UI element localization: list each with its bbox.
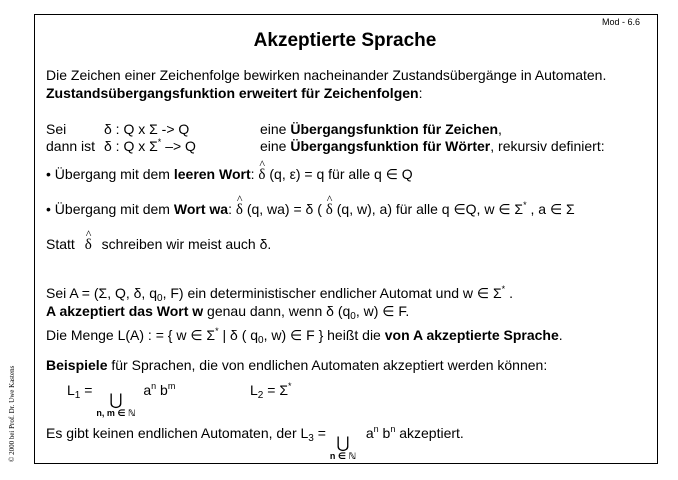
union-icon: ⋃ — [336, 435, 350, 452]
def-dann-ist: dann ist — [46, 138, 96, 154]
bullet1-colon: : — [250, 166, 255, 182]
ending-a: a — [365, 425, 374, 441]
automat3-end: . — [558, 327, 563, 343]
beispiele-text: für Sprachen, die von endlichen Automaten akzeptiert werden können: — [107, 357, 548, 373]
l1-b: b — [156, 382, 168, 398]
sigma-star: * — [523, 200, 527, 210]
example-l1 — [67, 382, 175, 418]
delta-hat-icon: ^ δ — [258, 167, 265, 184]
statt-line — [46, 236, 271, 254]
bullet-dot: • — [46, 166, 51, 182]
bullet-word-wa — [46, 201, 575, 219]
automat3-mid: | δ ( q — [218, 327, 259, 343]
ending-b: b — [378, 425, 391, 441]
page-title: Akzeptierte Sprache — [253, 30, 437, 51]
def-desc1-pre: eine — [260, 121, 291, 137]
l1-a: a — [143, 382, 152, 398]
def-desc1-bold: Übergangsfunktion für Zeichen — [290, 121, 499, 137]
beispiele-bold: Beispiele — [46, 357, 108, 373]
l1-sub: 1 — [74, 390, 81, 401]
intro-line-2: Zustandsübergangsfunktion erweitert für Zeichenfolgen: — [46, 85, 423, 101]
delta-hat-icon: ^ δ — [326, 202, 333, 219]
def-desc2-post: , rekursiv definiert: — [490, 138, 605, 154]
module-label: Mod - 6.6 — [602, 17, 641, 27]
delta-hat-icon: ^ δ — [236, 202, 243, 219]
l1-pre: L — [67, 382, 75, 398]
automat-line-1 — [46, 285, 513, 302]
bullet-empty-word — [46, 166, 413, 184]
delta-hat-icon: ^ δ — [85, 237, 92, 254]
automat1-sub: 0 — [157, 293, 163, 304]
statt-pre: Statt — [46, 236, 75, 252]
automat2-pre: genau dann, wenn δ (q — [203, 303, 351, 319]
union-subscript: n ∈ ℕ — [329, 451, 356, 461]
automat-line-2 — [46, 303, 409, 320]
def-sig2-pre: δ : Q x Σ — [104, 138, 158, 154]
automat-line-3 — [46, 327, 563, 344]
def-desc2 — [260, 138, 605, 154]
def-desc2-pre: eine — [260, 138, 291, 154]
l2-post: = Σ — [263, 382, 288, 398]
intro-line-1: Die Zeichen einer Zeichenfolge bewirken nacheinander Zustandsübergänge in Automaten. — [46, 67, 607, 83]
def-sei: Sei — [46, 121, 67, 137]
ending-post: akzeptiert. — [395, 425, 464, 441]
l2-pre: L — [250, 382, 258, 398]
bullet2-pre: Übergang mit dem — [54, 201, 174, 217]
beispiele-line — [46, 357, 547, 373]
l1-sup-m: m — [167, 381, 176, 391]
example-l2 — [250, 381, 292, 401]
ending-sub: 3 — [308, 433, 314, 444]
ending-eq: = — [313, 425, 330, 441]
bullet1-pre: Übergang mit dem — [54, 166, 174, 182]
def-sig1: δ : Q x Σ -> Q — [104, 121, 190, 137]
ending-sup-b: n — [390, 424, 396, 434]
ending-sup-a: n — [373, 424, 379, 434]
copyright-note: © 2000 bei Prof. Dr. Uwe Kastens — [8, 365, 16, 462]
def-sig2 — [104, 138, 196, 154]
bullet2-colon: : — [228, 201, 232, 217]
automat3-sub: 0 — [258, 335, 264, 346]
automat3-star: * — [215, 326, 219, 336]
bullet1-post: (q, ε) = q für alle q ∈ Q — [269, 166, 413, 182]
bullet2-bold: Wort wa — [173, 201, 229, 217]
def-desc1-post: , — [498, 121, 502, 137]
bullet2-mid: (q, wa) = δ ( — [246, 201, 322, 217]
def-sig2-post: –> Q — [161, 138, 196, 154]
l2-star: * — [287, 381, 292, 391]
union-icon: ⋃ — [109, 392, 123, 409]
automat3-bold: von A akzeptierte Sprache — [384, 327, 559, 343]
l1-sup-n: n — [151, 381, 157, 391]
bullet1-bold: leeren Wort — [173, 166, 251, 182]
automat2-post: , w) ∈ F. — [355, 303, 410, 319]
bullet2-tail: , a ∈ Σ — [526, 201, 575, 217]
automat3-pre: Die Menge L(A) : = { w ∈ Σ — [46, 327, 216, 343]
def-star: * — [157, 137, 162, 147]
automat2-bold: A akzeptiert das Wort w — [46, 303, 204, 319]
bullet2-post: (q, w), a) für alle q ∈Q, w ∈ Σ — [336, 201, 524, 217]
l2-sub: 2 — [257, 390, 264, 401]
union-operator — [330, 436, 356, 461]
automat1-star: * — [501, 284, 506, 294]
ending-line — [46, 425, 464, 461]
union-operator — [96, 393, 135, 418]
automat2-sub: 0 — [350, 311, 356, 322]
automat1-tail: . — [505, 285, 513, 301]
l1-eq: = — [80, 382, 97, 398]
bullet-dot: • — [46, 201, 51, 217]
automat3-post: , w) ∈ F } heißt die — [263, 327, 385, 343]
def-desc2-bold: Übergangsfunktion für Wörter — [290, 138, 491, 154]
def-desc1 — [260, 121, 502, 137]
statt-post: schreiben wir meist auch δ. — [101, 236, 272, 252]
union-subscript: n, m ∈ ℕ — [96, 408, 136, 418]
intro-bold: Zustandsübergangsfunktion erweitert für Zeichenfolgen — [46, 85, 419, 101]
automat1-post: , F) ein deterministischer endlicher Automat und w ∈ Σ — [162, 285, 502, 301]
automat1-pre: Sei A = (Σ, Q, δ, q — [46, 285, 157, 301]
ending-pre: Es gibt keinen endlichen Automaten, der L — [46, 425, 309, 441]
